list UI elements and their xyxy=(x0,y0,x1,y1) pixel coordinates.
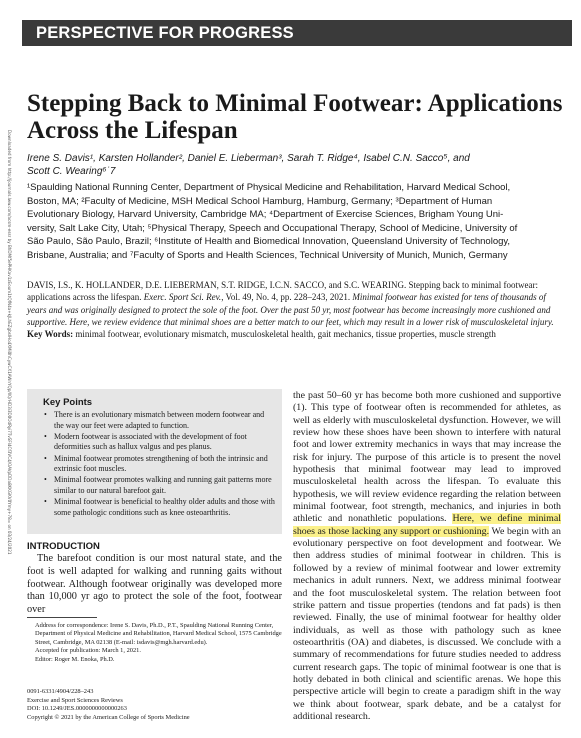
key-points-title: Key Points xyxy=(43,397,93,408)
keywords-label: Key Words: xyxy=(27,329,74,340)
author-line-2: Scott C. Wearing⁶˙7 xyxy=(27,166,116,177)
abstract-summary: Minimal footwear has existed for tens of thousands of years and was originally designed to protect the sole of the foot. Over the past 50 yr, most footwear has become increasingly more cushioned and supportive. Here, we review evidence that minimal shoes are a better match to our feet, which may result in a lower risk of musculoskeletal injury. xyxy=(27,292,554,327)
affiliation-line: São Paulo, São Paulo, Brazil; ⁶Institute of Health and Biomedical Innovation, Queensland University of Technology, xyxy=(27,236,511,248)
download-watermark xyxy=(3,130,13,600)
key-points-list xyxy=(43,410,275,519)
keywords: minimal footwear, evolutionary mismatch, musculoskeletal health, gait mechanics, tissue properties, muscle strength xyxy=(73,329,496,340)
section-banner xyxy=(22,20,572,46)
key-points-box xyxy=(27,389,282,534)
article-title: Stepping Back to Minimal Footwear: Applications Across the Lifespan xyxy=(27,90,563,144)
abstract-citation: DAVIS, I.S., K. HOLLANDER, D.E. LIEBERMAN, S.T. RIDGE, I.C.N. SACCO, and S.C. WEARING. Stepping back to minimal footwear: applications across the lifespan. xyxy=(27,280,538,303)
key-point-item: • Minimal footwear is beneficial to healthy older adults and those with some pathologic conditions such as knee osteoarthritis. xyxy=(43,497,275,518)
abstract-journal: Exerc. Sport Sci. Rev. xyxy=(143,292,222,303)
affiliation-line: Brisbane, Australia; and ⁷Faculty of Sports and Health Sciences, Technical University of Munich, Munich, Germany xyxy=(27,249,508,261)
body-text-part-2: We begin with an evolutionary perspective on foot development and footwear. We then address studies of minimal footwear in children. This is followed by a review of minimal footwear and lower extremity mechanics in adult runners. Next, we address minimal footwear and the foot musculoskeletal system. The relation between foot strike pattern and tissue properties (tendons and fat pads) is then reviewed. Finally, the use of minimal footwear for healthy older individuals, as well as those with pathology such as knee osteoarthritis (OA) and diabetes, is discussed. We conclude with a summary of recommendations for future studies needed to address current research gaps. The topic of minimal footwear is one that is hotly debated in both clinical and scientific arenas. We hope this perspective article will begin to create a paradigm shift in the way we think about footwear, spark debate, and be a catalyst for additional research. xyxy=(293,525,561,722)
journal-line: Exercise and Sport Sciences Reviews xyxy=(27,696,123,704)
highlighted-definition[interactable]: Here, we define minimal shoes as those lacking any support or cushioning. xyxy=(293,513,561,537)
key-point-item: • Minimal footwear promotes strengthening of both the intrinsic and extrinsic foot muscles. xyxy=(43,454,275,475)
key-point-item: • Minimal footwear promotes walking and running gait patterns more similar to our natural barefoot gait. xyxy=(43,475,275,496)
download-watermark-text: Downloaded from http://journals.lww.com/acsm-essr by BhDMf5ePHKav1zEoum1tQfN4a+kJLhEZgbsIHo4XMi0hCywCX1AWnYQp/IlQrHD3i3D0OdRyi7TvSFl4Cf3VC4/OAVpDDa8KKGKV0Ymy+78= on 03/24/2021 xyxy=(7,130,12,555)
affiliation-line: Boston, MA; ²Faculty of Medicine, MSH Medical School Hamburg, Hamburg, Germany; ³Department of Human xyxy=(27,195,493,207)
body-text-right-column xyxy=(293,390,561,723)
introduction-heading: INTRODUCTION xyxy=(27,541,100,552)
affiliation-line: Evolutionary Biology, Harvard University, Cambridge MA; ⁴Department of Exercise Sciences, Brigham Young Uni- xyxy=(27,209,504,221)
accepted-date: Accepted for publication: March 1, 2021. xyxy=(35,647,141,655)
publication-meta xyxy=(27,688,282,722)
banner-label: PERSPECTIVE FOR PROGRESS xyxy=(36,24,294,42)
author-line-1: Irene S. Davis¹, Karsten Hollander², Daniel E. Lieberman³, Sarah T. Ridge⁴, Isabel C.N. Sacco⁵, and xyxy=(27,153,470,164)
body-text-part-1: the past 50–60 yr has become both more cushioned and supportive (1). This type of footwear often is recommended for athletes, as well as elderly with musculoskeletal dysfunction. However, we will review how these shoes have been shown to interfere with natural foot and lower extremity mechanics in ways that may increase the risk for injury. The purpose of this article is to present the novel hypothesis that minimal footwear may lead to improved musculoskeletal health across the lifespan. To evaluate this hypothesis, we will review evidence regarding the relation between minimal footwear, foot strength, mechanics, and injuries in both athletic and nonathletic populations. xyxy=(293,390,561,525)
key-point-item: • There is an evolutionary mismatch between modern footwear and the way our feet were adapted to function. xyxy=(43,410,275,431)
footnote-divider xyxy=(27,617,97,618)
issn-line: 0091-6331/4904/228–243 xyxy=(27,688,94,695)
affiliations xyxy=(27,181,567,263)
editor-name: Editor: Roger M. Enoka, Ph.D. xyxy=(35,655,115,663)
affiliation-line: ¹Spaulding National Running Center, Department of Physical Medicine and Rehabilitation, Harvard Medical School, xyxy=(27,182,511,193)
key-point-item: • Modern footwear is associated with the development of foot deformities such as hallux valgus and pes planus. xyxy=(43,432,275,453)
doi-line: DOI: 10.1249/JES.0000000000000263 xyxy=(27,705,127,712)
copyright-line: Copyright © 2021 by the American College of Sports Medicine xyxy=(27,713,190,721)
correspondence-address: Address for correspondence: Irene S. Davis, Ph.D., P.T., Spaulding National Running Center, Department of Physical Medicine and Rehabilitation, Harvard Medical School, 1575 Cambridge Street, Cambridge, MA 02138 (E-mail: isdavis@mgh.harvard.edu). xyxy=(35,622,282,646)
abstract-citation-volume: , Vol. 49, No. 4, pp. 228–243, 2021. xyxy=(221,292,353,303)
introduction-text: The barefoot condition is our most natural state, and the foot is well adapted for walking and running gaits without footwear. Although footwear originally was developed more than 10,000 yr ago to protect the sole of the foot, footwear over xyxy=(27,553,282,616)
abstract xyxy=(27,279,567,340)
author-list xyxy=(27,152,567,178)
correspondence-footnote xyxy=(27,622,282,664)
affiliation-line: versity, Salt Lake City, Utah; ⁵Physical Therapy, Speech and Occupational Therapy, School of Medicine, University of xyxy=(27,222,518,234)
